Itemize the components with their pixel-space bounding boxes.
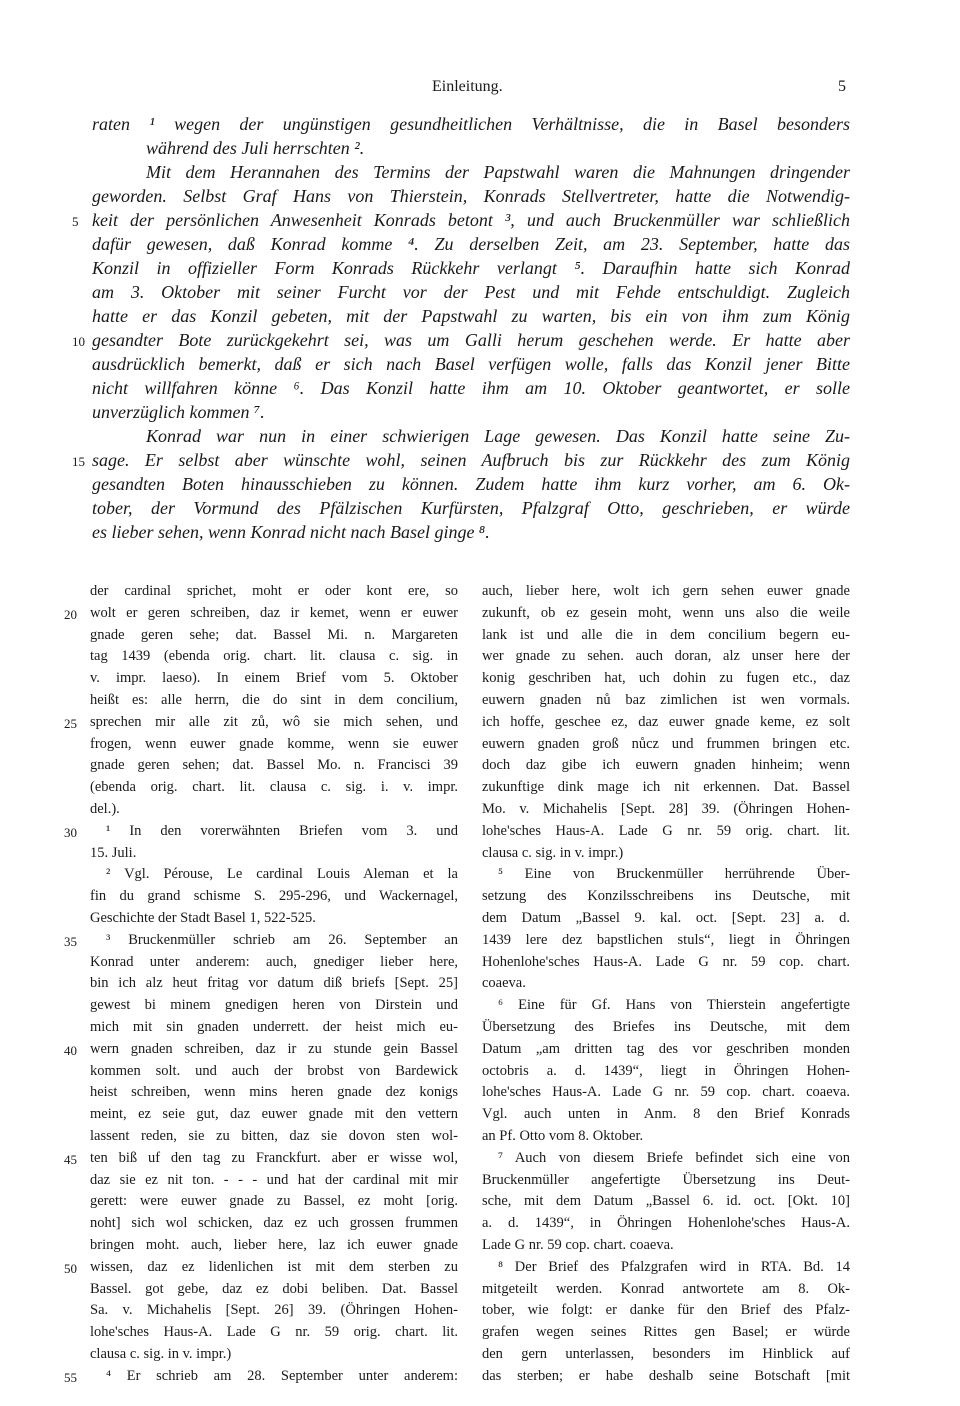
footnote-line: tober, wie folgt: er danke für den Brief des Pfalz-: [482, 1302, 850, 1319]
text-line: es lieber sehen, wenn Konrad nicht nach Basel ginge ⁸.: [92, 522, 490, 542]
footnote-line: tag 1439 (ebenda orig. chart. lit. clausa c. sig. in: [90, 648, 458, 665]
footnote-line: Geschichte der Stadt Basel 1, 522-525.: [90, 909, 316, 926]
footnote-line: Bassel. got gebe, daz ez dobi beliben. Dat. Bassel: [90, 1280, 458, 1297]
footnote-line: heißt es: alle herrn, die do sint in dem concilium,: [90, 691, 458, 708]
footnote-line: wolt er geren schreiben, daz ir kemet, wenn er euwer: [90, 604, 458, 621]
footnote-line: sprechen mir alle zit zů, wô sie mich sehen, und: [90, 713, 458, 730]
footnote-line: lohe'sches Haus-A. Lade G nr. 59 orig. chart. lit.: [90, 1324, 458, 1341]
footnote-line: frogen, wenn euwer gnade komme, wenn sie euwer: [90, 735, 458, 752]
footnote-line: daz sie ez nit ton. - - - und hat der cardinal mit mir: [90, 1171, 458, 1188]
footnote-line: gewest bi minem gnedigen heren von Dirstein und: [90, 997, 458, 1014]
footnote-line: ¹ In den vorerwähnten Briefen vom 3. und: [106, 822, 458, 839]
line-number: 30: [64, 824, 77, 840]
footnote-line: fin du grand schisme S. 295-296, und Wackernagel,: [90, 888, 458, 905]
footnote-line: mich mit sin gnaden underrett. der heist mich eu-: [90, 1018, 458, 1035]
footnote-line: Übersetzung des Briefes ins Deutsche, mit dem: [482, 1018, 850, 1035]
footnote-line: octobris a. d. 1439“, liegt in Öhringen Hohen-: [482, 1062, 850, 1079]
footnote-line: clausa c. sig. in v. impr.): [482, 844, 624, 861]
footnote-line: der cardinal sprichet, moht er oder kont ere, so: [90, 583, 458, 599]
footnote-line: dem Datum „Bassel 9. kal. oct. [Sept. 23] a. d.: [482, 909, 850, 926]
footnote-line: ten biß uf den tag zu Franckfurt. aber er wisse wol,: [90, 1149, 458, 1166]
text-line: keit der persönlichen Anwesenheit Konrads betont ³, und auch Bruckenmüller war schließlich: [92, 210, 850, 230]
page-number: 5: [838, 78, 846, 95]
text-line: Konrad war nun in einer schwierigen Lage gewesen. Das Konzil hatte seine Zu-: [146, 426, 850, 446]
footnote-line: Mo. v. Michahelis [Sept. 28] 39. (Öhringen Hohen-: [482, 800, 850, 817]
text-line: geworden. Selbst Graf Hans von Thierstein, Konrads Stellvertreter, hatte die Notwendig-: [92, 186, 850, 206]
footnote-line: 1439 lere dez bapstlichen stuls“, liegt in Öhringen: [482, 931, 850, 948]
line-number: 25: [64, 715, 77, 731]
text-line: gesandter Bote zurückgekehrt sei, was um Galli herum geschehen werde. Er hatte aber: [92, 330, 850, 350]
footnote-line: setzung des Konzilsschreibens ins Deutsche, mit: [482, 888, 850, 905]
footnote-line: grafen wegen seines Rittes gen Basel; er würde: [482, 1324, 850, 1341]
footnote-line: bringen moht. auch, lieber here, laz ich euwer gnade: [90, 1236, 458, 1253]
line-number: 55: [64, 1369, 77, 1385]
footnote-line: Vgl. auch unten in Anm. 8 den Brief Konrads: [482, 1106, 850, 1123]
footnote-line: euwern gnaden nů baz zimlichen ist wen vormals.: [482, 691, 850, 708]
footnote-line: wern gnaden schreiben, daz ir zu stunde gein Bassel: [90, 1040, 458, 1057]
footnote-line: kommen solt. und auch der brobst von Bardewick: [90, 1062, 458, 1079]
line-number: 45: [64, 1151, 77, 1167]
footnote-line: ² Vgl. Pérouse, Le cardinal Louis Aleman et la: [106, 866, 458, 883]
footnote-line: gnade geren sehen; dat. Bassel Mo. n. Francisci 39: [90, 757, 458, 774]
footnote-line: Sa. v. Michahelis [Sept. 26] 39. (Öhringen Hohen-: [90, 1302, 458, 1319]
text-line: Konzil in offizieller Form Konrads Rückkehr verlangt ⁵. Daraufhin hatte sich Konrad: [92, 258, 850, 278]
footnote-line: ⁶ Eine für Gf. Hans von Thierstein angefertigte: [498, 997, 850, 1014]
footnote-line: gnade geren sehe; dat. Bassel Mi. n. Margareten: [90, 626, 458, 643]
line-number: 50: [64, 1260, 77, 1276]
footnote-line: Konrad unter anderem: auch, gnediger lieber here,: [90, 953, 458, 970]
footnote-line: Hohenlohe'sches Haus-A. Lade G nr. 59 cop. chart.: [482, 953, 850, 970]
footnote-line: gerett: were euwer gnade zu Bassel, ez moht [orig.: [90, 1193, 458, 1210]
footnote-line: 15. Juli.: [90, 844, 137, 861]
text-line: unverzüglich kommen ⁷.: [92, 402, 265, 422]
footnotes-left-column: [90, 581, 458, 1387]
text-line: hatte er das Konzil gebeten, mit der Papstwahl zu warten, bis ein von ihm zum König: [92, 306, 850, 326]
footnote-line: lohe'sches Haus-A. Lade G nr. 59 orig. chart. lit.: [482, 822, 850, 839]
footnote-line: wer gnade zu sehen. auch doran, alz unser here der: [482, 648, 850, 665]
main-text: [92, 112, 850, 544]
text-line: nicht willfahren könne ⁶. Das Konzil hatte ihm am 10. Oktober geantwortet, er solle: [92, 378, 850, 398]
footnote-line: mitgeteilt werden. Konrad antwortete am 8. Ok-: [482, 1280, 850, 1297]
text-line: Mit dem Herannahen des Termins der Papstwahl waren die Mahnungen dringender: [146, 162, 850, 182]
footnote-line: ⁸ Der Brief des Pfalzgrafen wird in RTA. Bd. 14: [498, 1258, 850, 1275]
text-line: tober, der Vormund des Pfälzischen Kurfürsten, Pfalzgraf Otto, geschrieben, er würde: [92, 498, 850, 518]
footnote-line: (ebenda orig. chart. lit. clausa c. sig. i. v. impr.: [90, 779, 458, 796]
footnote-line: doch daz gibe ich euwern gnaden hinheim; wenn: [482, 757, 850, 774]
footnote-line: del.).: [90, 800, 120, 817]
footnote-line: euwern gnaden groß nůcz und frummen bringen etc.: [482, 735, 850, 752]
footnote-line: das sterben; er habe deshalb seine Botschaft [mit: [482, 1367, 850, 1384]
footnote-line: Lade G nr. 59 cop. chart. coaeva.: [482, 1236, 674, 1253]
footnote-line: v. impr. laeso). In einem Brief vom 5. Oktober: [90, 670, 458, 687]
text-line: gesandten Boten hinausschieben zu können. Zudem hatte ihm kurz vorher, am 6. Ok-: [92, 474, 850, 494]
text-line: am 3. Oktober mit seiner Furcht vor der Pest und mit Fehde entschuldigt. Zugleich: [92, 282, 850, 302]
text-line: ausdrücklich bemerkt, daß er sich nach Basel verfügen wolle, falls das Konzil jener Bitte: [92, 354, 850, 374]
footnote-line: a. d. 1439“, in Öhringen Hohenlohe'sches Haus-A.: [482, 1215, 850, 1232]
footnote-line: lank ist und alle die in dem concilium begern eu-: [482, 626, 850, 643]
footnote-line: Bruckenmüller angefertigte Übersetzung ins Deut-: [482, 1171, 850, 1188]
text-line: dafür gewesen, daß Konrad komme ⁴. Zu derselben Zeit, am 23. September, hatte das: [92, 234, 850, 254]
line-number: 40: [64, 1042, 77, 1058]
footnote-line: an Pf. Otto vom 8. Oktober.: [482, 1127, 644, 1144]
footnote-line: lohe'sches Haus-A. Lade G nr. 59 cop. chart. coaeva.: [482, 1084, 850, 1101]
text-line: raten ¹ wegen der ungünstigen gesundheitlichen Verhältnisse, die in Basel besonders: [92, 114, 850, 134]
footnote-line: wissen, daz ez lidenlichen ist mit dem sterben zu: [90, 1258, 458, 1275]
footnote-line: zukunftige dink mage ich nit erkennen. Dat. Bassel: [482, 779, 850, 796]
footnote-line: ³ Bruckenmüller schrieb am 26. September an: [106, 931, 458, 948]
text-line: sage. Er selbst aber wünschte wohl, seinen Aufbruch bis zur Rückkehr des zum König: [92, 450, 850, 470]
footnote-line: ⁵ Eine von Bruckenmüller herrührende Über-: [498, 866, 850, 883]
line-number: 15: [72, 454, 85, 469]
footnote-line: den gern unterlassen, besonders im Hinblick auf: [482, 1345, 850, 1362]
footnote-line: heist schreiben, wenn mins heren gnade dez konigs: [90, 1084, 458, 1101]
running-header-title: Einleitung.: [432, 78, 503, 95]
footnote-line: lassent reden, sie zu bitten, daz sie dovon sten wol-: [90, 1127, 458, 1144]
footnote-line: coaeva.: [482, 975, 526, 992]
footnote-line: meint, ez seie gut, daz euwer gnade mit den vettern: [90, 1106, 458, 1123]
footnote-line: auch, lieber here, wolt ich gern sehen euwer gnade: [482, 583, 850, 599]
line-number: 10: [72, 334, 85, 349]
footnote-line: ⁷ Auch von diesem Briefe befindet sich eine von: [498, 1149, 850, 1166]
footnote-line: zukunft, ob ez gesein moht, wenn uns also die weile: [482, 604, 850, 621]
text-line: während des Juli herrschten ².: [146, 138, 365, 158]
line-number: 5: [72, 214, 79, 229]
footnote-line: noht] sich wol schicken, daz ez uch grossen frummen: [90, 1215, 458, 1232]
footnote-line: ich hoffe, geschee ez, daz euwer gnade keme, ez solt: [482, 713, 850, 730]
footnotes-right-column: [482, 581, 850, 1387]
footnote-line: clausa c. sig. in v. impr.): [90, 1345, 232, 1362]
footnote-line: Datum „am dritten tag des vor geschriben monden: [482, 1040, 850, 1057]
footnote-line: ⁴ Er schrieb am 28. September unter anderem:: [106, 1367, 458, 1384]
footnote-line: konig geschriben hat, uch dohin zu fugen etc., daz: [482, 670, 850, 687]
line-number: 35: [64, 933, 77, 949]
line-number: 20: [64, 606, 77, 622]
footnote-line: bin ich alz heut fritag vor datum diß briefs [Sept. 25]: [90, 975, 458, 992]
footnote-line: sche, mit dem Datum „Bassel 6. id. oct. [Okt. 10]: [482, 1193, 850, 1210]
